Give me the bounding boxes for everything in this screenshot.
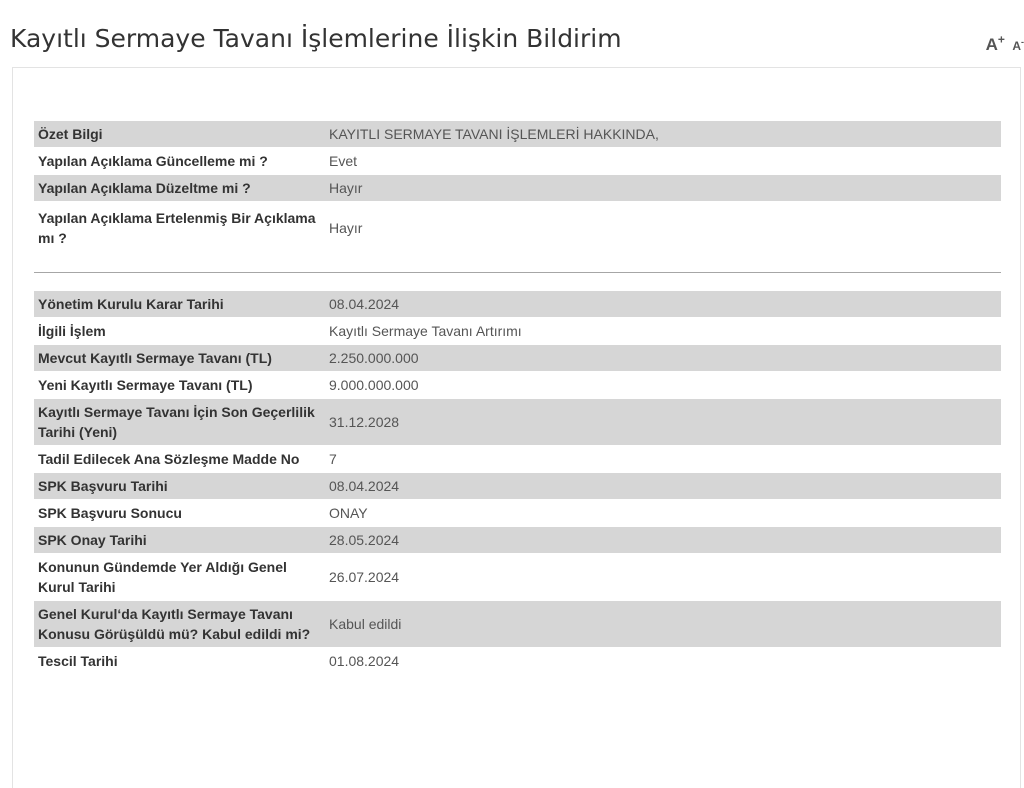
row-label: SPK Başvuru Sonucu [34, 500, 323, 527]
font-size-tools [986, 32, 1024, 55]
table-row [34, 345, 1001, 372]
row-label: Yapılan Açıklama Ertelenmiş Bir Açıklama mı ? [34, 202, 323, 255]
table-row [34, 175, 1001, 202]
font-increase-button[interactable] [985, 32, 1005, 54]
row-label: Yönetim Kurulu Karar Tarihi [34, 291, 323, 318]
row-label: İlgili İşlem [34, 318, 323, 345]
row-value: 2.250.000.000 [323, 345, 1001, 372]
font-increase-icon: A [985, 34, 998, 54]
row-value: Evet [323, 148, 1001, 175]
minus-icon: - [1021, 36, 1024, 47]
notification-panel [12, 67, 1021, 788]
table-row [34, 399, 1001, 446]
row-label: Yapılan Açıklama Düzeltme mi ? [34, 175, 323, 202]
details-table [34, 291, 1001, 675]
row-value: KAYITLI SERMAYE TAVANI İŞLEMLERİ HAKKINDA, [323, 121, 1001, 148]
row-value: Kayıtlı Sermaye Tavanı Artırımı [323, 318, 1001, 345]
row-value: 26.07.2024 [323, 554, 1001, 601]
table-row [34, 500, 1001, 527]
table-row [34, 648, 1001, 675]
table-row [34, 601, 1001, 648]
row-label: Tescil Tarihi [34, 648, 323, 675]
row-label: Tadil Edilecek Ana Sözleşme Madde No [34, 446, 323, 473]
section-divider [34, 272, 1001, 273]
table-row [34, 318, 1001, 345]
row-label: Özet Bilgi [34, 121, 323, 148]
row-value: 08.04.2024 [323, 473, 1001, 500]
row-value: ONAY [323, 500, 1001, 527]
table-row [34, 473, 1001, 500]
table-row [34, 554, 1001, 601]
page-title: Kayıtlı Sermaye Tavanı İşlemlerine İlişkin Bildirim [10, 24, 622, 53]
row-value: Hayır [323, 175, 1001, 202]
table-row [34, 372, 1001, 399]
row-label: Yeni Kayıtlı Sermaye Tavanı (TL) [34, 372, 323, 399]
row-label: SPK Başvuru Tarihi [34, 473, 323, 500]
row-value: 31.12.2028 [323, 399, 1001, 446]
row-value: 08.04.2024 [323, 291, 1001, 318]
row-value: Hayır [323, 202, 1001, 255]
table-row [34, 121, 1001, 148]
row-label: SPK Onay Tarihi [34, 527, 323, 554]
plus-icon: + [997, 32, 1005, 46]
row-label: Konunun Gündemde Yer Aldığı Genel Kurul Tarihi [34, 554, 323, 601]
row-value: 7 [323, 446, 1001, 473]
table-row [34, 291, 1001, 318]
row-value: Kabul edildi [323, 601, 1001, 648]
table-row [34, 202, 1001, 255]
summary-table [34, 121, 1001, 255]
row-label: Kayıtlı Sermaye Tavanı İçin Son Geçerlilik Tarihi (Yeni) [34, 399, 323, 446]
row-label: Yapılan Açıklama Güncelleme mi ? [34, 148, 323, 175]
table-row [34, 446, 1001, 473]
font-decrease-button[interactable] [1012, 36, 1024, 53]
row-label: Mevcut Kayıtlı Sermaye Tavanı (TL) [34, 345, 323, 372]
row-value: 01.08.2024 [323, 648, 1001, 675]
row-label: Genel Kurul‘da Kayıtlı Sermaye Tavanı Konusu Görüşüldü mü? Kabul edildi mi? [34, 601, 323, 648]
table-row [34, 148, 1001, 175]
row-value: 28.05.2024 [323, 527, 1001, 554]
row-value: 9.000.000.000 [323, 372, 1001, 399]
font-decrease-icon: A [1012, 38, 1021, 53]
table-row [34, 527, 1001, 554]
